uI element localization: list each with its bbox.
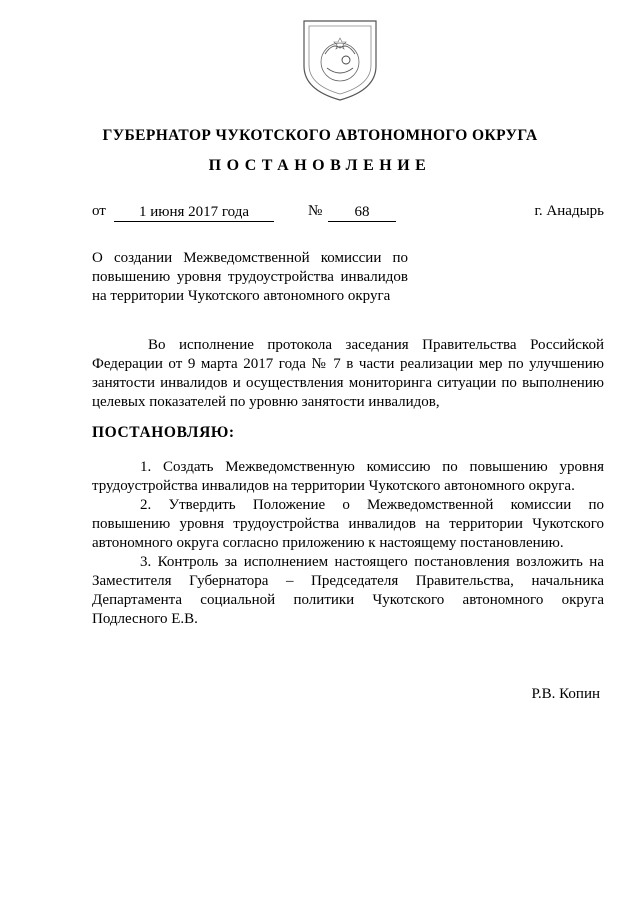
chukotka-coat-of-arms-icon bbox=[301, 18, 379, 102]
date-label: от bbox=[92, 203, 106, 219]
city: г. Анадырь bbox=[534, 203, 604, 219]
signature-name: Р.В. Копин bbox=[531, 686, 600, 702]
decree-heading: ПОСТАНОВЛЯЮ: bbox=[92, 424, 235, 441]
subject-line: О создании Межведомственной комиссии по bbox=[92, 250, 408, 266]
preamble-paragraph: Во исполнение протокола заседания Правительства Российской Федерации от 9 марта 2017 года № 7 в части реализации мер по улучшению занятости инвалидов и осуществления мониторинга ситуации по выполнению целевых показателей по уровню занятости инвалидов, bbox=[92, 337, 604, 410]
document-date: 1 июня 2017 года bbox=[114, 203, 274, 222]
organization-title: ГУБЕРНАТОР ЧУКОТСКОГО АВТОНОМНОГО ОКРУГА bbox=[102, 127, 538, 144]
document-meta bbox=[92, 203, 604, 223]
subject-line: повышению уровня трудоустройства инвалидов bbox=[92, 269, 408, 285]
number-label: № bbox=[308, 203, 323, 219]
decree-item: 1. Создать Межведомственную комиссию по повышению уровня трудоустройства инвалидов на территории Чукотского автономного округа. bbox=[92, 459, 604, 494]
subject-line: на территории Чукотского автономного округа bbox=[92, 288, 391, 304]
document-type: ПОСТАНОВЛЕНИЕ bbox=[208, 157, 432, 174]
decree-item: 3. Контроль за исполнением настоящего постановления возложить на Заместителя Губернатора – Председателя Правительства, начальника Департамента социальной политики Чукотского автономного округа Подлесного Е.В. bbox=[92, 554, 604, 627]
decree-items bbox=[92, 458, 604, 629]
document-number: 68 bbox=[328, 203, 396, 222]
document-subject bbox=[92, 249, 408, 306]
decree-item: 2. Утвердить Положение о Межведомственной комиссии по повышению уровня трудоустройства инвалидов на территории Чукотского автономного округа согласно приложению к настоящему постановлению. bbox=[92, 497, 604, 551]
